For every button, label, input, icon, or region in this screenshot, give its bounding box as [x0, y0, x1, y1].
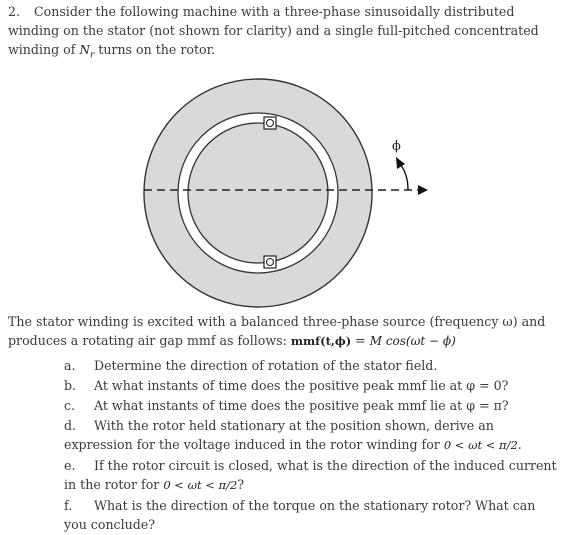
question-text: Determine the direction of rotation of the stator field.	[94, 358, 438, 373]
rotor-conductor-top	[264, 117, 276, 129]
question-label: d.	[64, 418, 77, 433]
mmf-lhs: mmf(t,ϕ)	[290, 334, 352, 348]
question-text: With the rotor held stationary at the position shown, derive an expression for the voltage induced in the rotor winding for	[64, 418, 494, 452]
question-label: e.	[64, 458, 76, 473]
question-text: At what instants of time does the positive peak mmf lie at φ = π?	[94, 398, 509, 413]
question-math: 0 < ωt < π/2	[163, 478, 238, 492]
rotor-turns-symbol: N	[79, 43, 90, 57]
problem-number: 2.	[8, 4, 21, 19]
question-text: At what instants of time does the positive peak mmf lie at φ = 0?	[94, 378, 509, 393]
question-e	[64, 456, 560, 495]
question-f	[64, 496, 560, 534]
angle-arc	[400, 164, 408, 190]
intro-text-b: turns on the rotor.	[94, 42, 216, 57]
machine-cross-section-diagram	[138, 70, 438, 310]
question-label: f.	[64, 498, 73, 513]
question-b	[64, 376, 560, 395]
excitation-text: The stator winding is excited with a balanced three-phase source (frequency ω) and produces a rotating air gap mmf as follows:	[8, 314, 546, 348]
question-list	[64, 356, 560, 535]
question-text: What is the direction of the torque on the stationary rotor? What can you conclude?	[64, 498, 536, 532]
question-tail: ?	[237, 477, 245, 492]
question-label: a.	[64, 358, 76, 373]
intro-text-a: Consider the following machine with a three-phase sinusoidally distributed winding on the stator (not shown for clarity) and a single full-pitched concentrated winding of	[8, 4, 539, 57]
question-tail: .	[517, 437, 522, 452]
question-a	[64, 356, 560, 375]
question-math: 0 < ωt < π/2	[443, 438, 518, 452]
question-label: c.	[64, 398, 76, 413]
angle-arrowhead-icon	[396, 157, 405, 169]
question-d	[64, 416, 560, 455]
mmf-rhs: M cos(ωt − ϕ)	[369, 334, 456, 348]
rotor	[188, 123, 328, 263]
question-label: b.	[64, 378, 77, 393]
axis-arrowhead	[418, 185, 428, 195]
problem-intro	[8, 2, 560, 66]
rotor-conductor-bottom	[264, 256, 276, 268]
excitation-paragraph	[8, 312, 560, 351]
rotor-turns-subscript: r	[89, 50, 95, 61]
angle-phi-label: ϕ	[392, 139, 401, 154]
question-text: If the rotor circuit is closed, what is the direction of the induced current in the rotor for	[64, 458, 557, 492]
mmf-equals: =	[351, 333, 370, 348]
question-c	[64, 396, 560, 415]
